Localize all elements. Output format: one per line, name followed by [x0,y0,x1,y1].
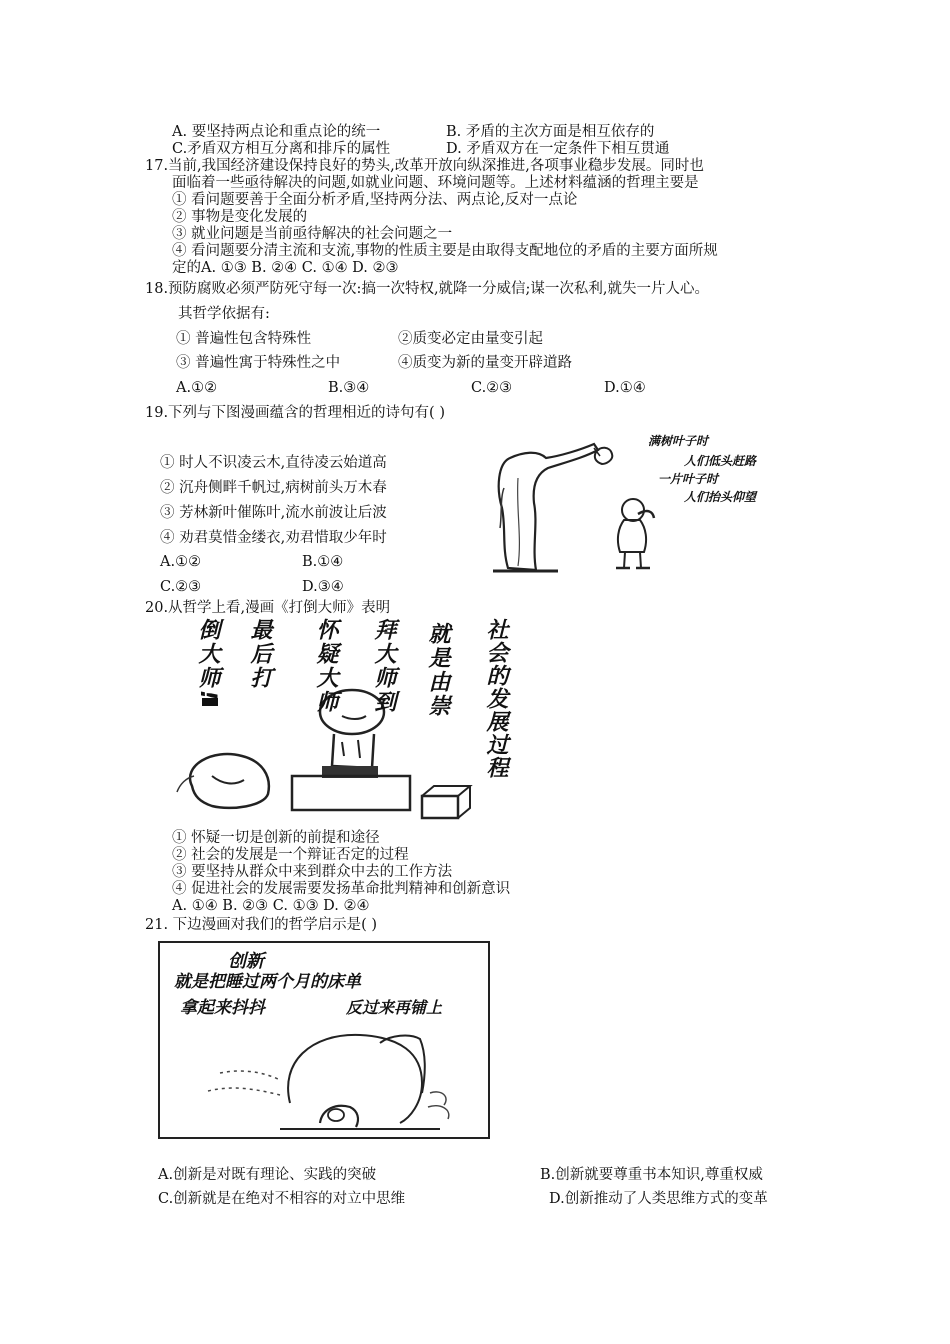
q16-option-a: A. 要坚持两点论和重点论的统一 [172,124,381,140]
q19-item-1: ① 时人不识凌云木,直待凌云始道高 [160,455,387,471]
q17-stem-line-2: 面临着一些亟待解决的问题,如就业问题、环境问题等。上述材料蕴涵的哲理主要是 [172,175,699,191]
q21-option-a: A.创新是对既有理论、实践的突破 [158,1167,377,1183]
q16-option-d: D. 矛盾双方在一定条件下相互贯通 [446,141,670,157]
q19-item-4: ④ 劝君莫惜金缕衣,劝君惜取少年时 [160,530,387,546]
q19-cartoon-tree-leaf [488,428,798,578]
q20-cartoon-col-6: 社会的发展过程 [483,618,508,779]
q19-option-a: A.①② [160,554,202,570]
q17-item-2: ② 事物是变化发展的 [172,209,308,225]
q17-item-4-continued-options: 定的A. ①③ B. ②④ C. ①④ D. ②③ [172,260,399,276]
q17-item-3: ③ 就业问题是当前亟待解决的社会问题之一 [172,226,453,242]
q19-cartoon-caption-1: 满树叶子时 [648,434,709,448]
q17-item-4: ④ 看问题要分清主流和支流,事物的性质主要是由取得支配地位的矛盾的主要方面所规 [172,243,718,259]
q20-stem: 20.从哲学上看,漫画《打倒大师》表明 [145,600,391,616]
q19-option-c: C.②③ [160,579,202,595]
q18-stem-2: 其哲学依据有: [178,306,270,322]
q21-option-d: D.创新推动了人类思维方式的变革 [549,1191,768,1207]
q19-option-b: B.①④ [302,554,344,570]
q19-option-d: D.③④ [302,579,344,595]
q19-cartoon-caption-3: 一片叶子时 [658,472,719,486]
q20-cartoon-topple-master [172,616,527,828]
q18-option-d: D.①④ [604,380,646,396]
q18-item-4: ④质变为新的量变开辟道路 [398,355,572,371]
q19-item-3: ③ 芳林新叶催陈叶,流水前波让后波 [160,505,387,521]
q18-option-c: C.②③ [471,380,513,396]
q20-cartoon-col-3: 怀疑大师 [313,618,338,714]
q20-cartoon-col-5: 就是由崇 [425,622,450,718]
q21-cartoon-line-3: 拿起来抖抖 [180,998,265,1018]
q18-option-a: A.①② [176,380,218,396]
q19-cartoon-caption-2: 人们低头赶路 [684,454,757,468]
q21-cartoon-line-2: 就是把睡过两个月的床单 [174,972,361,992]
q21-option-c: C.创新就是在绝对不相容的对立中思维 [158,1191,406,1207]
q21-cartoon-line-1: 创新 [228,951,264,972]
q20-item-4: ④ 促进社会的发展需要发扬革命批判精神和创新意识 [172,881,511,897]
q18-item-3: ③ 普遍性寓于特殊性之中 [176,355,341,371]
q18-option-b: B.③④ [328,380,370,396]
q21-option-b: B.创新就要尊重书本知识,尊重权威 [540,1167,763,1183]
q16-option-b: B. 矛盾的主次方面是相互依存的 [446,124,655,140]
q18-item-1: ① 普遍性包含特殊性 [176,331,312,347]
q20-cartoon-col-4: 拜大师到 [371,618,396,714]
q20-item-1: ① 怀疑一切是创新的前提和途径 [172,830,380,846]
q21-cartoon-line-4: 反过来再铺上 [346,998,443,1017]
q20-cartoon-col-1: 倒大师! [195,618,220,703]
q21-stem: 21. 下边漫画对我们的哲学启示是( ) [145,917,378,933]
q16-option-c: C.矛盾双方相互分离和排斥的属性 [172,141,391,157]
q17-item-1: ① 看问题要善于全面分析矛盾,坚持两分法、两点论,反对一点论 [172,192,578,208]
q17-stem-line-1: 17.当前,我国经济建设保持良好的势头,改革开放向纵深推进,各项事业稳步发展。同时也 [145,158,704,174]
q21-cartoon-bedsheet [158,941,490,1139]
q20-options: A. ①④ B. ②③ C. ①③ D. ②④ [172,898,370,914]
q20-item-2: ② 社会的发展是一个辩证否定的过程 [172,847,409,863]
q19-stem: 19.下列与下图漫画蕴含的哲理相近的诗句有( ) [145,405,445,421]
q20-item-3: ③ 要坚持从群众中来到群众中去的工作方法 [172,864,453,880]
q18-item-2: ②质变必定由量变引起 [398,331,543,347]
q19-cartoon-caption-4: 人们抬头仰望 [684,490,757,504]
q20-cartoon-col-2: 最后打 [247,618,272,690]
q19-item-2: ② 沉舟侧畔千帆过,病树前头万木春 [160,480,387,496]
q18-stem: 18.预防腐败必须严防死守每一次:搞一次特权,就降一分威信;谋一次私利,就失一片人心。 [145,281,710,297]
